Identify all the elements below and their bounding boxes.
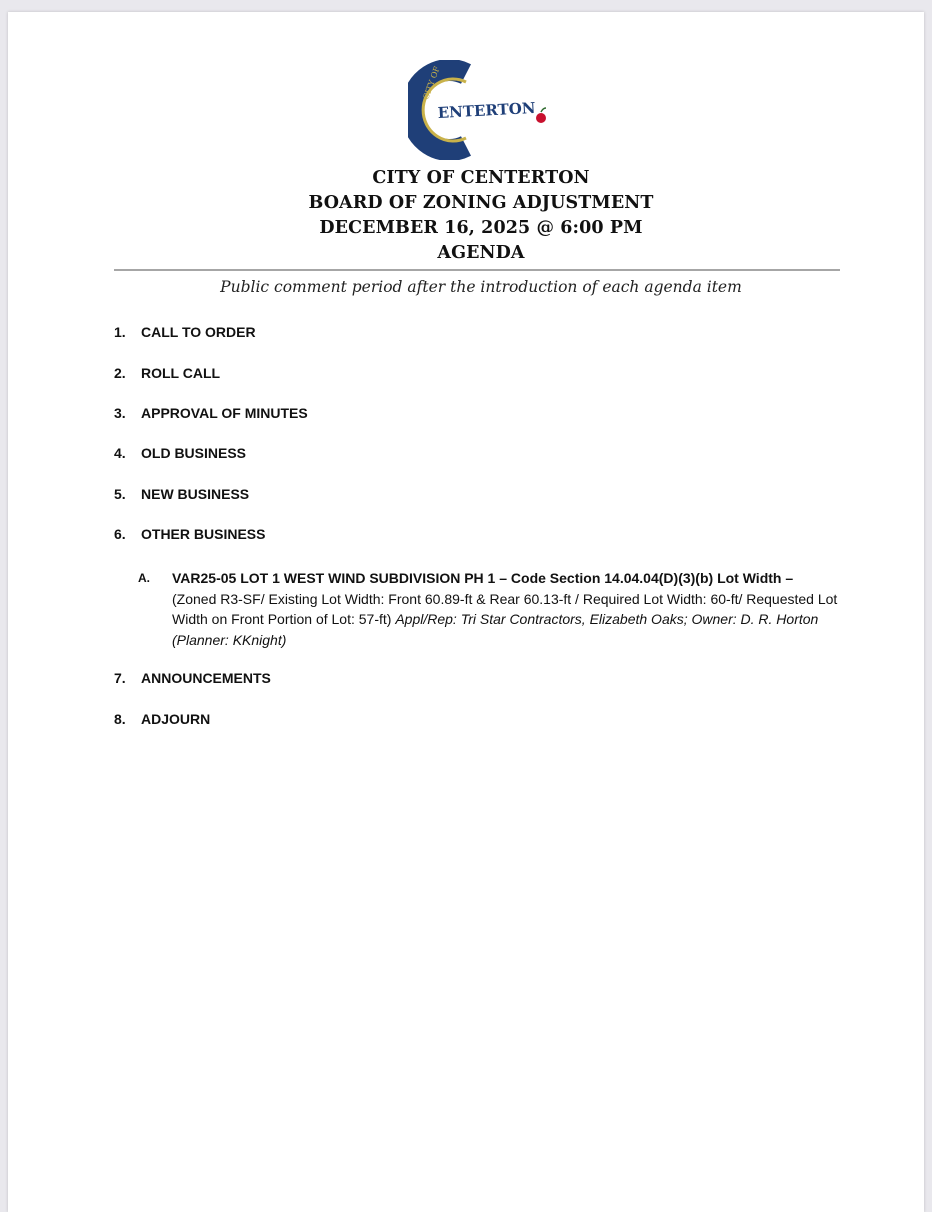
subitem-text	[172, 568, 838, 650]
agenda-item-number: 5.	[114, 486, 126, 502]
title-city: CITY OF CENTERTON	[372, 168, 590, 188]
title-board: BOARD OF ZONING ADJUSTMENT	[308, 193, 654, 213]
agenda-title	[8, 166, 932, 266]
agenda-item	[114, 486, 249, 502]
city-logo	[408, 60, 558, 160]
agenda-item-number: 6.	[114, 526, 126, 542]
subitem-title: VAR25-05 LOT 1 WEST WIND SUBDIVISION PH 1 – Code Section 14.04.04(D)(3)(b) Lot Width –	[172, 570, 794, 586]
agenda-item-number: 7.	[114, 670, 126, 686]
agenda-item-number: 3.	[114, 405, 126, 421]
agenda-item-number: 1.	[114, 324, 126, 340]
agenda-subitem	[138, 568, 838, 650]
subitem-details: (Zoned R3-SF/ Existing Lot Width: Front 60.89-ft & Rear 60.13-ft / Required Lot Width: 60-ft/ Requested Lot Width on Front Portion of Lot: 57-ft)	[172, 590, 838, 627]
agenda-item-label: NEW BUSINESS	[141, 486, 250, 502]
agenda-item-label: ROLL CALL	[141, 365, 221, 381]
logo-wordmark: ENTERTON	[437, 98, 536, 122]
agenda-item	[114, 711, 210, 727]
agenda-item-number: 4.	[114, 445, 126, 461]
agenda-item-number: 2.	[114, 365, 126, 381]
agenda-item-label: OLD BUSINESS	[141, 445, 247, 461]
title-date: DECEMBER 16, 2025 @ 6:00 PM	[319, 218, 643, 238]
logo-apple	[536, 113, 546, 123]
subitem-applicant: Appl/Rep: Tri Star Contractors, Elizabeth Oaks; Owner: D. R. Horton (Planner: KKnight)	[172, 611, 819, 648]
title-agenda: AGENDA	[437, 243, 525, 263]
logo-arc-text: CITY OF	[421, 65, 442, 101]
agenda-item	[114, 324, 256, 340]
agenda-item	[114, 670, 271, 686]
agenda-item-label: APPROVAL OF MINUTES	[141, 405, 308, 421]
agenda-item-label: OTHER BUSINESS	[141, 526, 266, 542]
agenda-item-label: ANNOUNCEMENTS	[141, 670, 271, 686]
agenda-item	[114, 526, 265, 542]
subitem-letter: A.	[138, 571, 150, 585]
document-page	[8, 12, 924, 1212]
agenda-item	[114, 445, 246, 461]
agenda-item-label: ADJOURN	[141, 711, 211, 727]
agenda-item	[114, 365, 220, 381]
agenda-item-label: CALL TO ORDER	[141, 324, 256, 340]
agenda-item	[114, 405, 308, 421]
agenda-item-number: 8.	[114, 711, 126, 727]
public-comment-note: Public comment period after the introduction of each agenda item	[220, 278, 742, 296]
header-divider	[114, 269, 840, 271]
